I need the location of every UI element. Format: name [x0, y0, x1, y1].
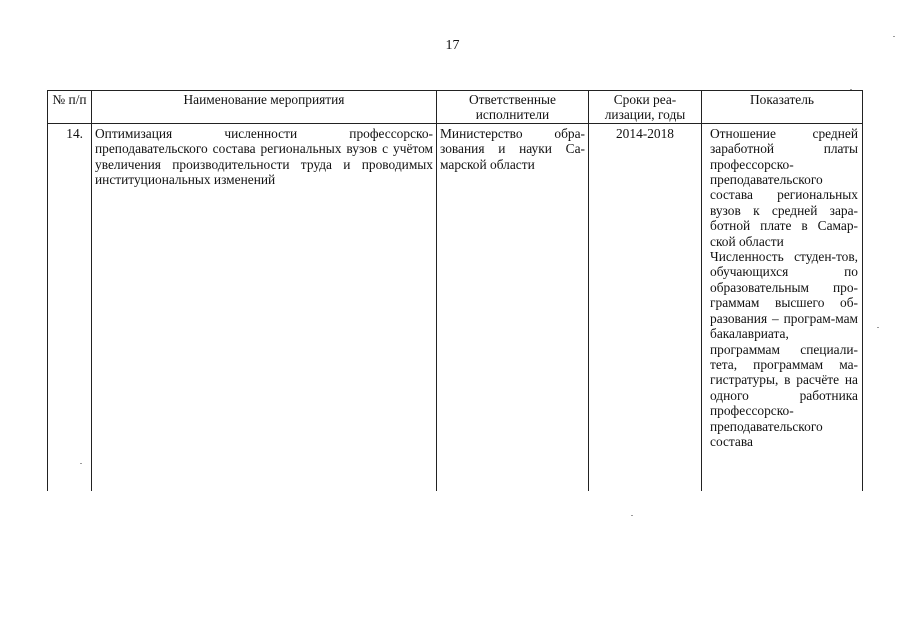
scan-speck [893, 36, 895, 37]
indicator-item: Отношение средней заработной платы профессорско-преподавательского состава региональных вузов к средней зара-ботной плате в Самар-ской области [710, 125, 858, 249]
table-body [48, 123, 863, 491]
header-responsible: Ответственные исполнители [437, 91, 589, 124]
scan-speck [631, 515, 633, 516]
header-term: Сроки реа-лизации, годы [589, 91, 702, 124]
page-number: 17 [445, 38, 460, 53]
scan-speck [850, 89, 852, 90]
header-name: Наименование мероприятия [92, 91, 437, 124]
measures-table [47, 90, 863, 491]
row-responsible: Министерство обра-зования и науки Са-марской области [437, 123, 589, 491]
row-indicators [702, 123, 863, 491]
row-num: 14. [48, 123, 92, 491]
table-row [48, 123, 863, 491]
table-header [48, 91, 863, 124]
header-indicator: Показатель [702, 91, 863, 124]
header-num: № п/п [48, 91, 92, 124]
row-term: 2014-2018 [589, 123, 702, 491]
scan-speck [877, 327, 879, 328]
header-row [48, 91, 863, 124]
indicator-item: Численность студен-тов, обучающихся по образовательным про-граммам высшего об-разования – програм-мам бакалавриата, программам специали-тета, программам ма-гистратуры, в расчёте на одного работника профессорско-преподавательского состава [710, 249, 858, 449]
scan-speck [80, 463, 82, 464]
row-name: Оптимизация численности профессорско-преподавательского состава региональных вузов с учётом увеличения производительности труда и проводимых институциональных изменений [92, 123, 437, 491]
